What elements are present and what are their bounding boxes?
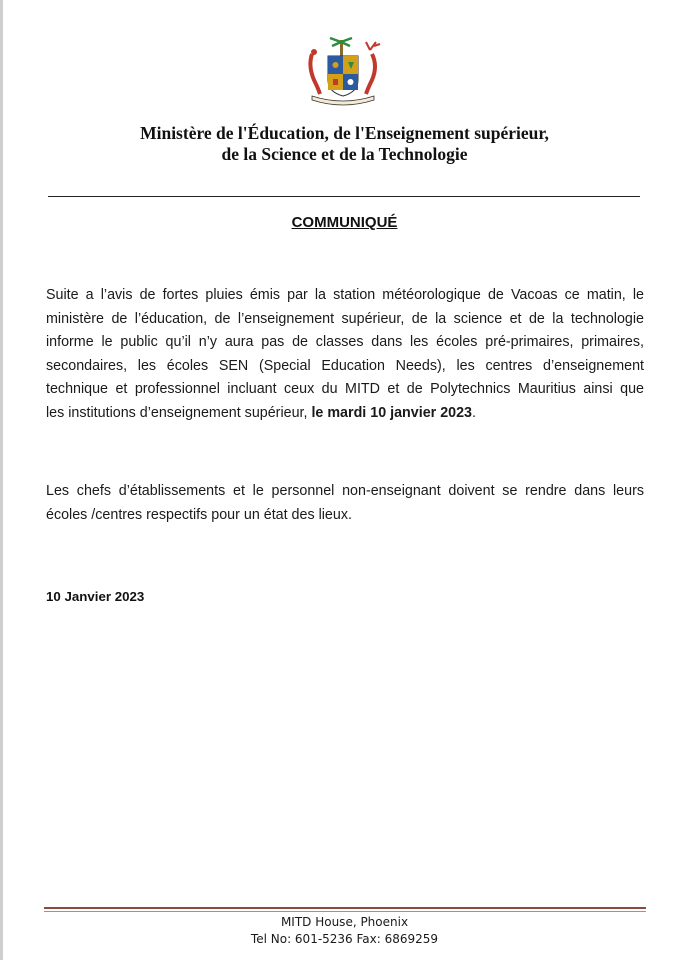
paragraph-line: secondaires, les écoles SEN (Special Education Needs), les centres d’enseignement [46, 357, 644, 374]
paragraph-text: . [472, 404, 476, 421]
footer-address: MITD House, Phoenix [280, 915, 409, 929]
document-title: COMMUNIQUÉ [291, 214, 398, 231]
closure-date-emphasis: le mardi 10 janvier 2023 [311, 404, 472, 421]
paragraph-line: informe le public qu’il n’y aura pas de classes dans les écoles pré-primaires, primaires, [46, 334, 644, 350]
paragraph-line: écoles /centres respectifs pour un état des lieux. [46, 506, 352, 523]
header-divider [48, 196, 640, 197]
footer-contact: Tel No: 601-5236 Fax: 6869259 [250, 932, 439, 946]
paragraph-line: Suite a l’avis de fortes pluies émis par la station météorologique de Vacoas ce matin, le [46, 287, 644, 303]
document-date: 10 Janvier 2023 [46, 589, 145, 604]
footer-divider-thin [44, 911, 646, 912]
coat-of-arms-emblem [300, 36, 386, 106]
paragraph-text: les institutions d’enseignement supérieur, [46, 404, 312, 421]
instructions-paragraph [46, 480, 644, 527]
paragraph-last-line [46, 402, 644, 426]
footer-divider [44, 907, 646, 909]
ministry-name-line1: Ministère de l'Éducation, de l'Enseignement supérieur, [140, 123, 549, 143]
announcement-paragraph [46, 284, 644, 425]
ministry-name-line2: de la Science et de la Technologie [221, 144, 468, 164]
paragraph-line: technique et professionnel incluant ceux du MITD et de Polytechnics Mauritius ainsi que [46, 381, 644, 397]
paragraph-line: ministère de l’éducation, de l’enseignement supérieur, de la science et de la technologie [46, 310, 644, 327]
paragraph-line: Les chefs d’établissements et le personnel non-enseignant doivent se rendre dans leurs [46, 483, 644, 499]
